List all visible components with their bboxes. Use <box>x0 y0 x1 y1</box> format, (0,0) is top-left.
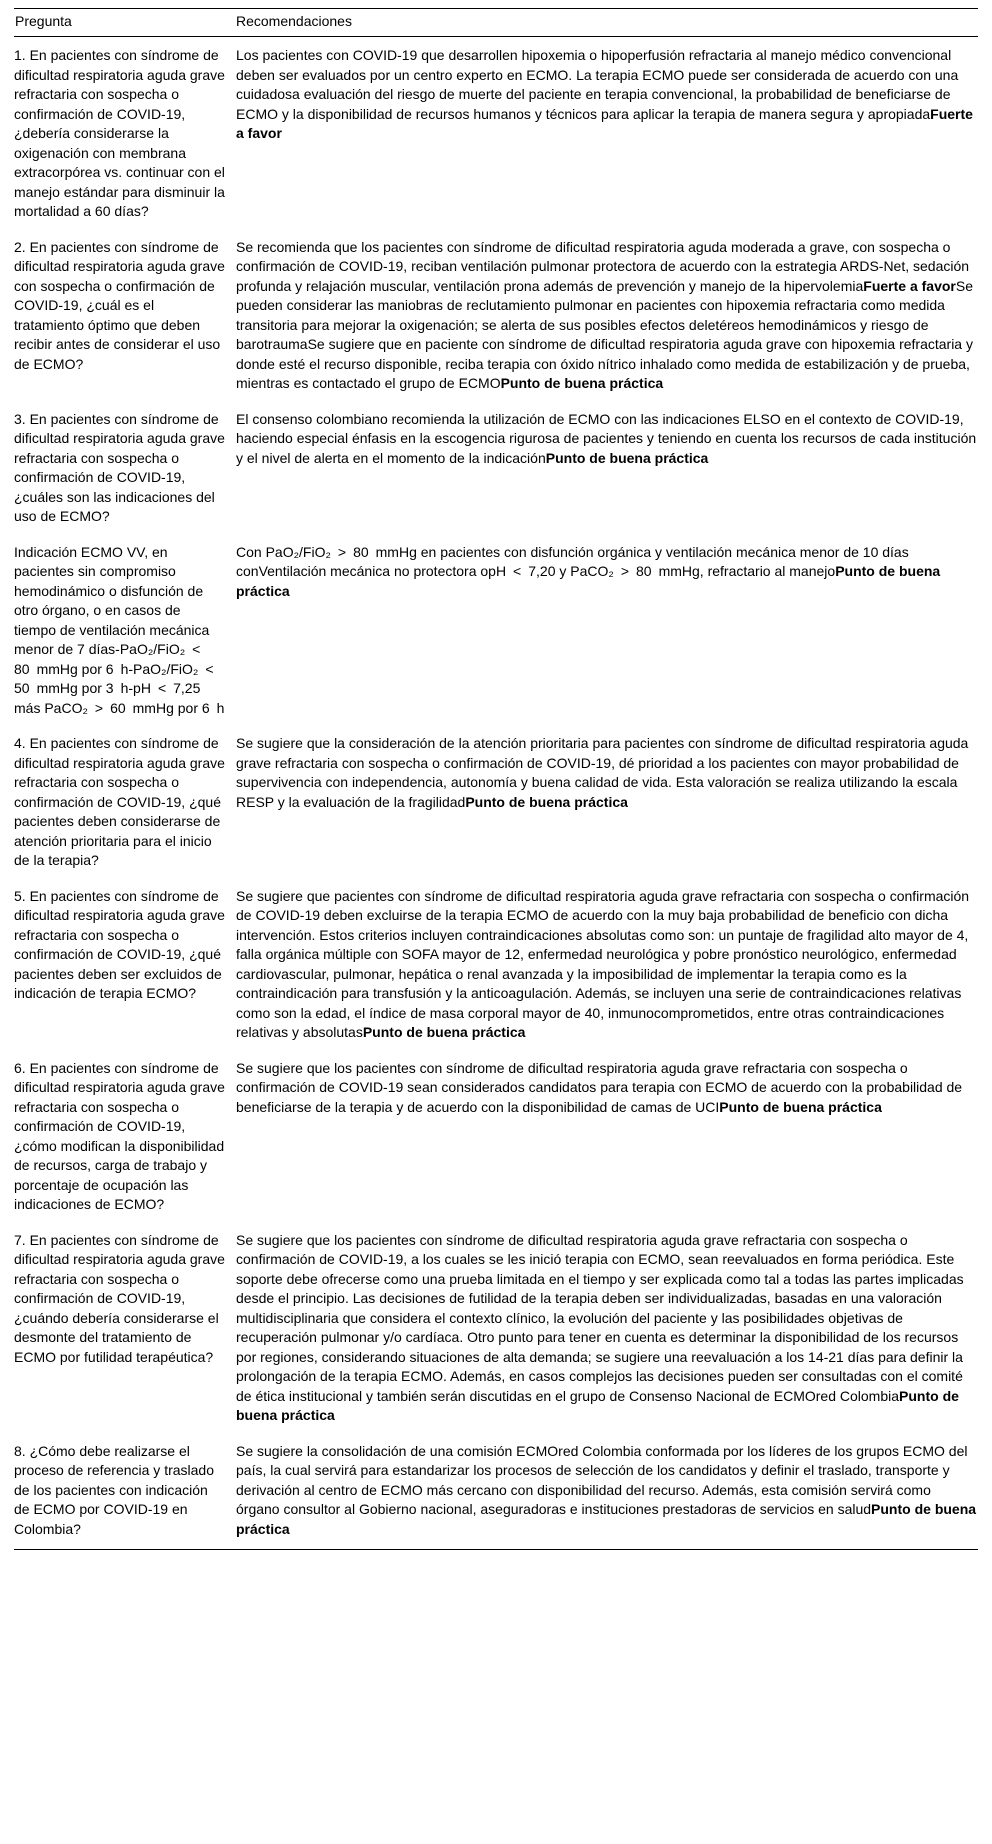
recommendation-cell <box>236 1442 978 1540</box>
recommendation-strength: Punto de buena práctica <box>236 1501 977 1537</box>
question-cell: 8. ¿Cómo debe realizarse el proceso de referencia y traslado de los pacientes con indicación de ECMO por COVID-19 en Colombia? <box>14 1442 214 1537</box>
table-row <box>14 1059 978 1231</box>
recommendation-cell <box>236 1231 978 1426</box>
recommendation-text: Se recomienda que los pacientes con síndrome de dificultad respiratoria aguda moderada a grave, con sospecha o confirmación de COVID-19, reciban ventilación pulmonar protectora de acuerdo con la estrategia ARDS-Net, sedación profunda y relajación muscular, ventilación prona además de prevención y manejo de la hipervolemia <box>236 238 970 294</box>
recommendation-text: Se sugiere que la consideración de la atención prioritaria para pacientes con síndrome de dificultad respiratoria aguda grave refractaria con sospecha o confirmación de COVID-19, dé prioridad a los pacientes con mayor probabilidad de supervivencia con independencia, autonomía y buena calidad de vida. Esta valoración se realiza utilizando la escala RESP y la evaluación de la fragilidad <box>236 735 969 810</box>
table-row <box>14 238 978 410</box>
table-row <box>14 410 978 543</box>
question-cell: 3. En pacientes con síndrome de dificultad respiratoria aguda grave refractaria con sospecha o confirmación de COVID-19, ¿cuáles son las indicaciones del uso de ECMO? <box>14 410 225 524</box>
recommendation-strength: Punto de buena práctica <box>500 375 664 391</box>
recommendation-cell <box>236 734 978 812</box>
recommendations-table <box>14 8 978 1550</box>
recommendation-text: Con PaO₂/FiO₂ > 80 mmHg en pacientes con disfunción orgánica y ventilación mecánica menor de 10 días conVentilación mecánica no protectora opH < 7,20 y PaCO₂ > 80 mmHg, refractario al manejo <box>236 543 909 579</box>
recommendation-strength: Fuerte a favor <box>863 277 956 294</box>
recommendation-strength: Fuerte a favor <box>236 105 973 141</box>
recommendation-strength: Punto de buena práctica <box>362 1024 526 1040</box>
recommendation-strength: Punto de buena práctica <box>545 449 709 466</box>
question-cell: 1. En pacientes con síndrome de dificultad respiratoria aguda grave refractaria con sospecha o confirmación de COVID-19, ¿debería considerarse la oxigenación con membrana extracorpórea vs. continuar con el manejo estándar para disminuir la mortalidad a 60 días? <box>14 47 225 219</box>
question-cell: Indicación ECMO VV, en pacientes sin compromiso hemodinámico o disfunción de otro órgano, o en casos de tiempo de ventilación mecánica menor de 7 días-PaO₂/FiO₂ < 80 mmHg por 6 h-PaO₂/FiO₂ < 50 mmHg por 3 h-pH < 7,25 más PaCO₂ > 60 mmHg por 6 h <box>14 543 225 716</box>
table-row <box>14 734 978 887</box>
recommendation-text: Se sugiere la consolidación de una comisión ECMOred Colombia conformada por los líderes de los grupos ECMO del país, la cual servirá para estandarizar los procesos de selección de los candidatos y definir el traslado, transporte y derivación al centro de ECMO más cercano con disponibilidad del recurso. Además, esta comisión servirá como órgano consultor al Gobierno nacional, aseguradoras e instituciones prestadoras de servicios en salud <box>236 1442 968 1517</box>
table-row <box>14 1442 978 1550</box>
recommendation-text: Se sugiere que pacientes con síndrome de dificultad respiratoria aguda grave refractaria con sospecha o confirmación de COVID-19 deben excluirse de la terapia ECMO de acuerdo con la muy baja probabilidad de beneficio con dicha intervención. Estos criterios incluyen contraindicaciones absolutas como son: un puntaje de fragilidad alto mayor de 4, falla orgánica múltiple con SOFA mayor de 12, enfermedad neurológica y pobre pronóstico neurológico, enfermedad cardiovascular, pulmonar, hepática o renal avanzada y la imposibilidad de implementar la terapia como es la contraindicación para transfusión y la anticoagulación. Además, se incluyen una serie de contraindicaciones relativas como son la edad, el índice de masa corporal mayor de 40, inmunocomprometidos, entre otras contraindicaciones relativas y absolutas <box>236 887 970 1040</box>
recommendation-cell <box>236 410 978 469</box>
recommendation-cell <box>236 543 978 602</box>
question-cell: 4. En pacientes con síndrome de dificultad respiratoria aguda grave refractaria con sospecha o confirmación de COVID-19, ¿qué pacientes deben considerarse de atención prioritaria para el inicio de la terapia? <box>14 735 225 868</box>
recommendation-strength: Punto de buena práctica <box>465 793 628 810</box>
table-header <box>14 9 978 37</box>
question-cell: 7. En pacientes con síndrome de dificultad respiratoria aguda grave refractaria con sospecha o confirmación de COVID-19, ¿cuándo debería considerarse el desmonte del tratamiento de ECMO por futilidad terapéutica? <box>14 1231 225 1365</box>
recommendation-cell <box>236 1059 978 1118</box>
question-cell: 5. En pacientes con síndrome de dificultad respiratoria aguda grave refractaria con sospecha o confirmación de COVID-19, ¿qué pacientes deben ser excluidos de indicación de terapia ECMO? <box>14 887 225 1001</box>
recommendation-strength: Punto de buena práctica <box>236 563 941 599</box>
recommendation-text: El consenso colombiano recomienda la utilización de ECMO con las indicaciones ELSO en el contexto de COVID-19, haciendo especial énfasis en la escogencia rigurosa de pacientes y teniendo en cuenta los recursos de cada institución y el nivel de alerta en el momento de la indicación <box>236 410 977 466</box>
recommendation-strength: Punto de buena práctica <box>719 1098 882 1115</box>
table-row <box>14 46 978 238</box>
question-cell: 2. En pacientes con síndrome de dificultad respiratoria aguda grave con sospecha o confirmación de COVID-19, ¿cuál es el tratamiento óptimo que deben recibir antes de considerar el uso de ECMO? <box>14 238 225 372</box>
column-header-pregunta: Pregunta <box>15 13 72 29</box>
recommendation-cell <box>236 238 978 394</box>
question-cell: 6. En pacientes con síndrome de dificultad respiratoria aguda grave refractaria con sospecha o confirmación de COVID-19, ¿cómo modifican la disponibilidad de recursos, carga de trabajo y porcentaje de ocupación las indicaciones de ECMO? <box>14 1059 225 1212</box>
table-row <box>14 1231 978 1442</box>
recommendation-strength: Punto de buena práctica <box>236 1387 959 1423</box>
column-header-recomendaciones: Recomendaciones <box>236 13 352 29</box>
recommendation-cell <box>236 46 978 144</box>
table-body <box>14 37 978 1549</box>
recommendation-text: Se pueden considerar las maniobras de reclutamiento pulmonar en pacientes con hipoxemia refractaria como medida transitoria para mejorar la oxigenación; se alerta de sus posibles efectos deletéreos hemodinámicos y riesgo de barotraumaSe sugiere que en paciente con síndrome de dificultad respiratoria aguda grave con hipoxemia refractaria y donde esté el recurso disponible, reciba terapia con óxido nítrico inhalado como medida de estabilización y de prueba, mientras es contactado el grupo de ECMO <box>236 277 973 391</box>
recommendation-cell <box>236 887 978 1043</box>
table-row <box>14 543 978 735</box>
table-row <box>14 887 978 1059</box>
recommendation-text: Se sugiere que los pacientes con síndrome de dificultad respiratoria aguda grave refractaria con sospecha o confirmación de COVID-19, a los cuales se les inició terapia con ECMO, sean reevaluados en forma periódica. Este soporte debe ofrecerse como una prueba limitada en el tiempo y ser explicada como tal a todas las partes implicadas desde el principio. Las decisiones de futilidad de la terapia deben ser individualizadas, basadas en una valoración multidisciplinaria que considera el contexto clínico, la evolución del paciente y las posibilidades objetivas de recuperación pulmonar y/o cardíaca. Otro punto para tener en cuenta es determinar la disponibilidad de los recursos por regiones, considerando situaciones de alta demanda; se sugiere una reevaluación a los 14-21 días para definir la prolongación de la terapia ECMO. Además, en casos complejos las decisiones pueden ser consultadas con el comité de ética institucional y también serán discutidas en el grupo de Consenso Nacional de ECMOred Colombia <box>236 1231 964 1404</box>
recommendation-text: Los pacientes con COVID-19 que desarrollen hipoxemia o hipoperfusión refractaria al manejo médico convencional deben ser evaluados por un centro experto en ECMO. La terapia ECMO puede ser considerada de acuerdo con una cuidadosa evaluación del riesgo de muerte del paciente en terapia convencional, la probabilidad de beneficiarse de ECMO y la disponibilidad de recursos humanos y técnicos para aplicar la terapia de manera segura y apropiada <box>236 47 959 122</box>
recommendation-text: Se sugiere que los pacientes con síndrome de dificultad respiratoria aguda grave refractaria con sospecha o confirmación de COVID-19 sean considerados candidatos para terapia con ECMO de acuerdo con la probabilidad de beneficiarse de la terapia y de acuerdo con la disponibilidad de camas de UCI <box>236 1059 963 1115</box>
